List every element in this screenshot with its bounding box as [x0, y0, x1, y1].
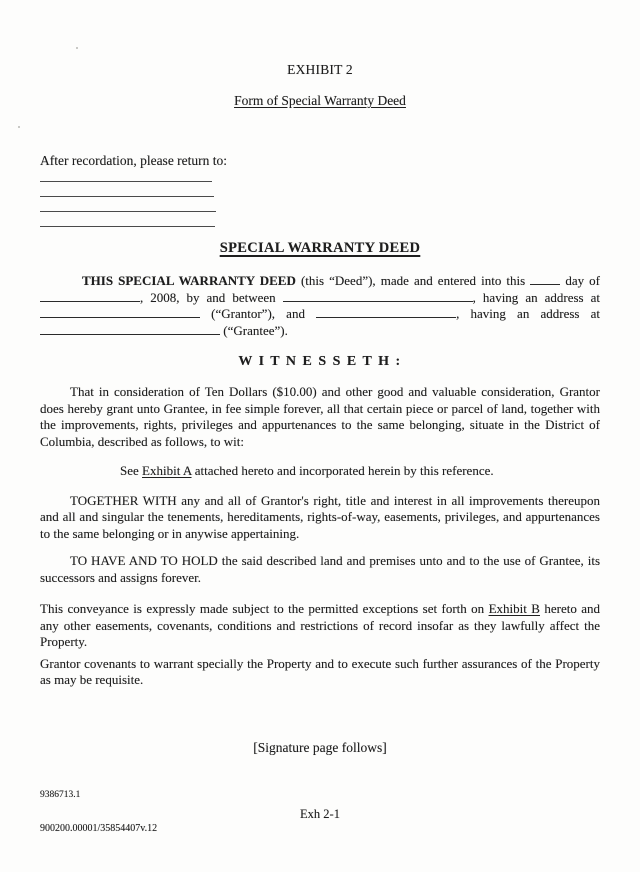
text-run: (“Grantor”), and — [200, 306, 317, 321]
text-run: (“Grantee”). — [220, 322, 288, 338]
exhibit-heading: EXHIBIT 2 — [287, 62, 353, 77]
text-run: (this “Deed”), made and entered into this — [295, 273, 531, 288]
return-address-blank-line — [40, 197, 216, 212]
underlined-reference: Exhibit B — [488, 601, 540, 616]
text-run: This conveyance is expressly made subject to the permitted exceptions set forth on — [40, 601, 489, 616]
covenant-paragraph — [40, 656, 600, 689]
return-address-lines — [40, 173, 600, 227]
consideration-paragraph — [40, 384, 600, 450]
return-address-blank-line — [40, 182, 214, 197]
bold-run: THIS SPECIAL WARRANTY DEED — [82, 273, 296, 288]
return-address-blank-line — [40, 173, 212, 182]
blank-field — [283, 290, 473, 302]
return-address-blank-line — [40, 212, 215, 227]
together-with-paragraph — [40, 493, 600, 543]
scan-speck — [76, 47, 78, 49]
habendum-paragraph — [40, 553, 600, 586]
see-exhibit-line — [40, 463, 600, 480]
intro-paragraph — [40, 273, 600, 339]
text-run: attached hereto and incorporated herein by this reference. — [191, 463, 494, 478]
text-run: See — [120, 463, 143, 478]
blank-field — [316, 306, 456, 318]
text-run: , having an address at — [456, 306, 600, 321]
scan-speck — [18, 126, 20, 128]
text-run: That in consideration of Ten Dollars ($10.00) and other good and valuable consideration, Grantor does hereby grant unto Grantee, in fee simple forever, all that certain piece or parcel of land, together with the improvements, rights, privileges and appurtenances to the same belonging, situate in the District of Columbia, described as follows, to wit: — [40, 384, 600, 449]
blank-field — [530, 273, 560, 285]
text-run: TO HAVE AND TO HOLD the said described land and premises unto and to the use of Grantee, its successors and assigns forever. — [40, 553, 600, 585]
return-to-label: After recordation, please return to: — [40, 153, 228, 168]
permitted-exceptions-paragraph — [40, 601, 600, 651]
text-run: day of — [560, 273, 600, 288]
witnesseth-heading: W I T N E S S E T H : — [238, 354, 402, 369]
blank-field — [40, 323, 220, 335]
footer-page-label: Exh 2-1 — [300, 806, 340, 821]
form-title: Form of Special Warranty Deed — [234, 93, 406, 108]
deed-title: SPECIAL WARRANTY DEED — [219, 240, 421, 256]
underlined-reference: Exhibit A — [142, 463, 192, 478]
text-run: , 2008, by and between — [140, 289, 283, 305]
footer-file-reference: 900200.00001/35854407v.12 — [40, 822, 158, 834]
signature-page-note: [Signature page follows] — [253, 739, 387, 755]
text-run: Grantor covenants to warrant specially the Property and to execute such further assurances of the Property as may be requisite. — [40, 655, 600, 687]
text-run: hereto and any other easements, covenants, conditions and restrictions of record insofar as they lawfully affect the Property. — [40, 601, 600, 649]
text-run: , having an address at — [472, 289, 600, 305]
text-run: TOGETHER WITH any and all of Grantor's right, title and interest in all improvements thereupon and all and singular the tenements, hereditaments, rights-of-way, easements, privileges, and appurtenances to the same belonging or in anywise appertaining. — [40, 492, 600, 541]
blank-field — [40, 290, 140, 302]
footer-document-number: 9386713.1 — [40, 789, 81, 800]
blank-field — [40, 306, 200, 318]
